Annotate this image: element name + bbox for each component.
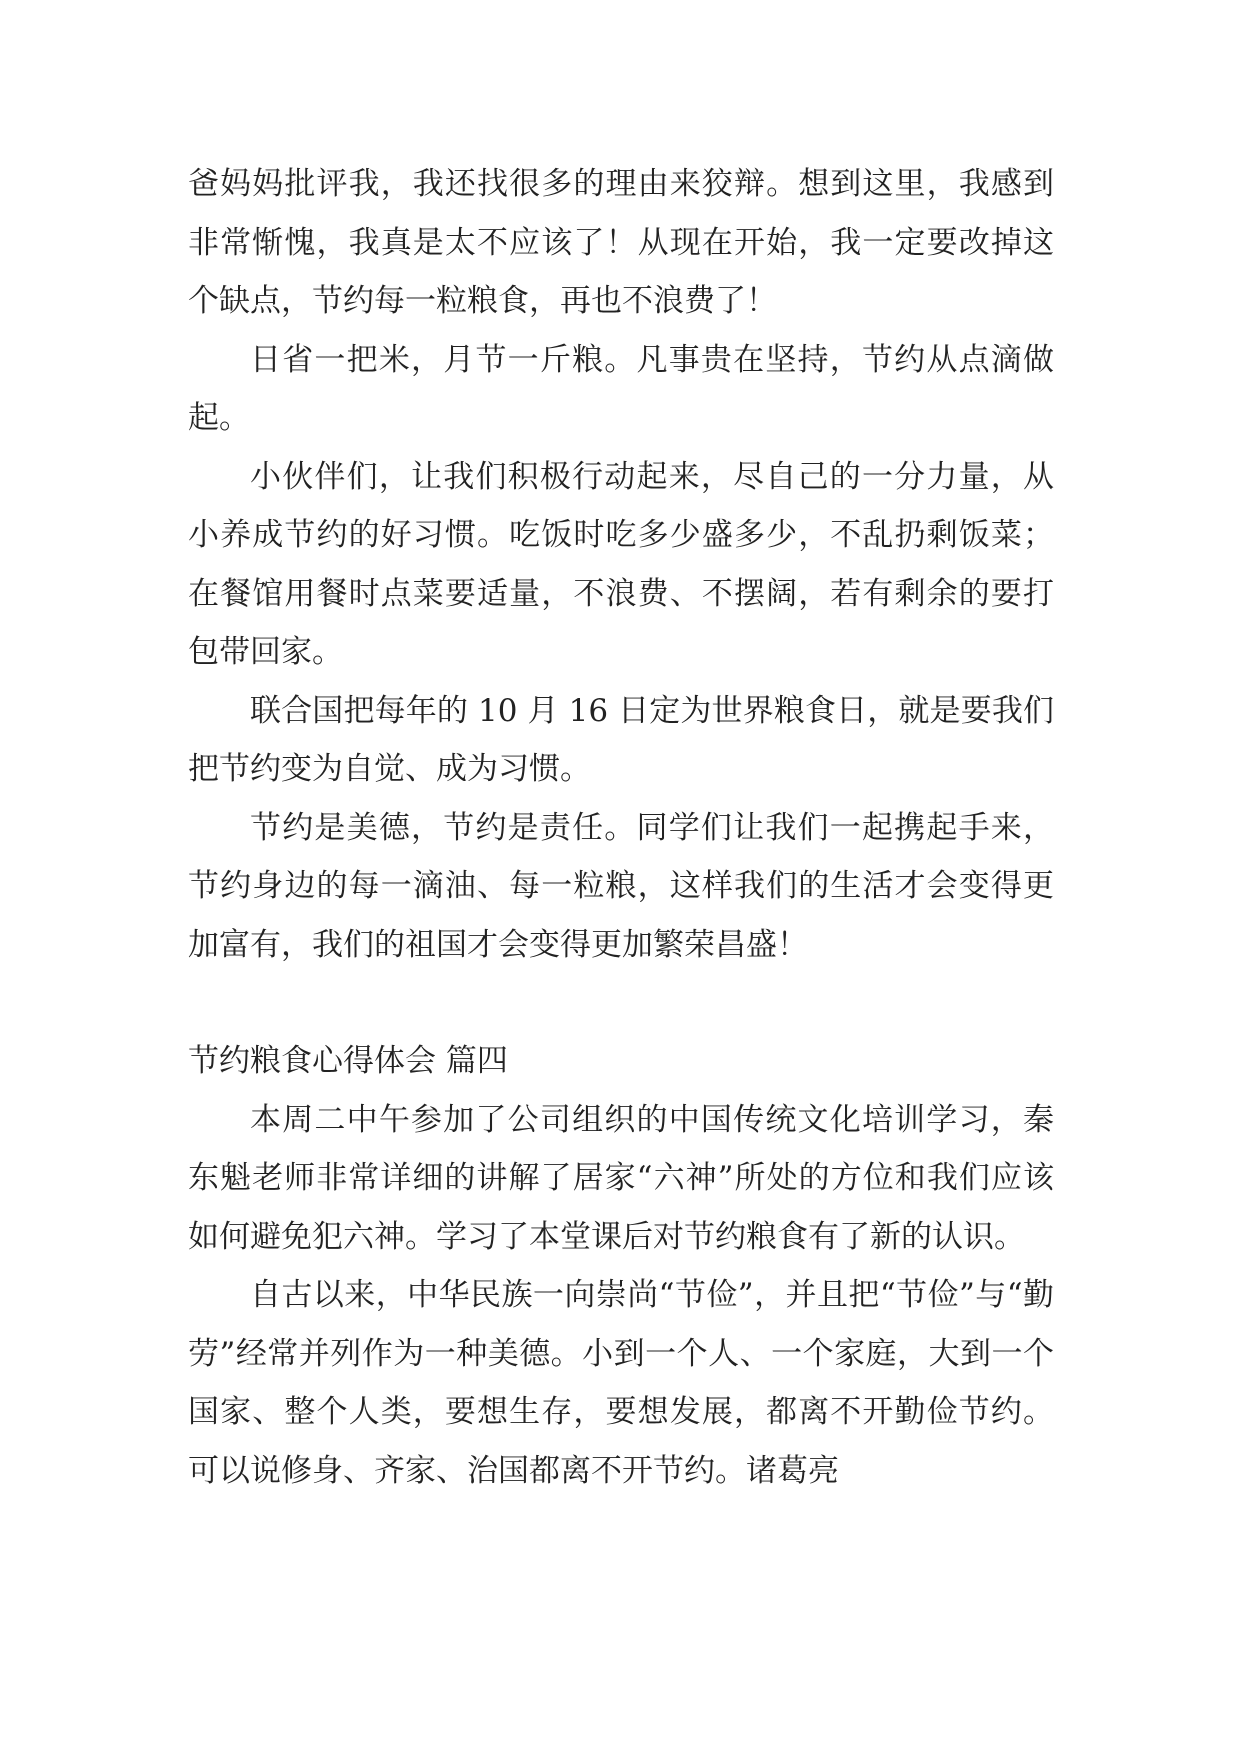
paragraph: 节约是美德，节约是责任。同学们让我们一起携起手来，节约身边的每一滴油、每一粒粮，这样我们的生活才会变得更加富有，我们的祖国才会变得更加繁荣昌盛！	[188, 809, 1054, 963]
document-body	[188, 155, 1054, 1500]
paragraph: 日省一把米，月节一斤粮。凡事贵在坚持，节约从点滴做起。	[188, 341, 1054, 436]
paragraph: 联合国把每年的 10 月 16 日定为世界粮食日，就是要我们把节约变为自觉、成为习惯。	[188, 692, 1054, 787]
section-gap	[188, 974, 1054, 1032]
paragraph: 自古以来，中华民族一向崇尚“节俭”，并且把“节俭”与“勤劳”经常并列作为一种美德。小到一个人、一个家庭，大到一个国家、整个人类，要想生存，要想发展，都离不开勤俭节约。可以说修身、齐家、治国都离不开节约。诸葛亮	[188, 1277, 1054, 1489]
section-heading: 节约粮食心得体会 篇四	[188, 1043, 508, 1079]
paragraph: 本周二中午参加了公司组织的中国传统文化培训学习，秦东魁老师非常详细的讲解了居家“六神”所处的方位和我们应该如何避免犯六神。学习了本堂课后对节约粮食有了新的认识。	[188, 1101, 1054, 1255]
paragraph: 小伙伴们，让我们积极行动起来，尽自己的一分力量，从小养成节约的好习惯。吃饭时吃多少盛多少，不乱扔剩饭菜；在餐馆用餐时点菜要适量，不浪费、不摆阔，若有剩余的要打包带回家。	[188, 458, 1054, 670]
paragraph-continued: 爸妈妈批评我，我还找很多的理由来狡辩。想到这里，我感到非常惭愧，我真是太不应该了！从现在开始，我一定要改掉这个缺点，节约每一粒粮食，再也不浪费了！	[188, 166, 1054, 319]
